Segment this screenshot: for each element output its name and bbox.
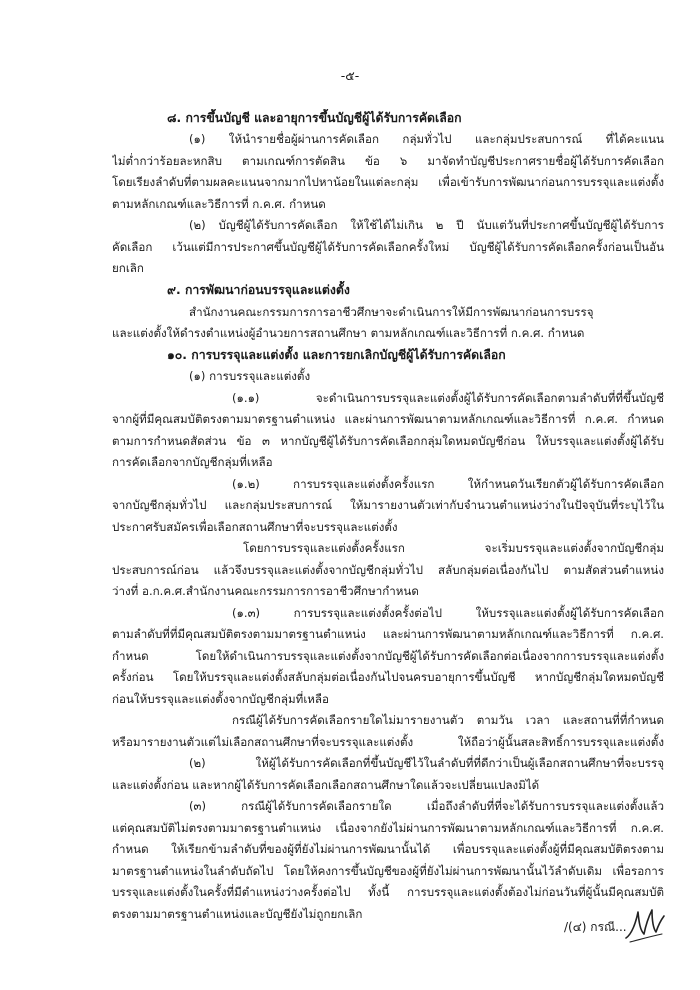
paragraph-line: (๓) กรณีผู้ได้รับการคัดเลือกรายใด เมื่อถึงลำดับที่ที่จะได้รับการบรรจุและแต่งตั้งแล้ว [189, 799, 664, 813]
paragraph-line: โดยการบรรจุและแต่งตั้งครั้งแรก จะเริ่มบรรจุและแต่งตั้งจากบัญชีกลุ่ม [243, 541, 664, 555]
paragraph-line: ว่างที่ อ.ก.ค.ศ.สำนักงานคณะกรรมการการอาชีวศึกษากำหนด [112, 584, 419, 598]
paragraph-line: สำนักงานคณะกรรมการการอาชีวศึกษาจะดำเนินการให้มีการพัฒนาก่อนการบรรจุ [189, 305, 594, 319]
signature-icon [622, 904, 668, 948]
page-number: -๕- [340, 68, 360, 83]
continuation-note: /(๔) กรณี... [564, 920, 627, 934]
paragraph-line: ตามการกำหนดสัดส่วน ข้อ ๓ หากบัญชีผู้ได้รับการคัดเลือกกลุ่มใดหมดบัญชีก่อน ให้บรรจุและแต่งตั้งผู้ได้รับ [112, 434, 664, 448]
paragraph-line: ครั้งก่อน โดยให้บรรจุและแต่งตั้งสลับกลุ่มต่อเนื่องกันไปจนครบอายุการขึ้นบัญชี หากบัญชีกลุ่มใดหมดบัญชี [112, 670, 664, 684]
paragraph-line: และแต่งตั้งให้ดำรงตำแหน่งผู้อำนวยการสถานศึกษา ตามหลักเกณฑ์และวิธีการที่ ก.ค.ศ. กำหนด [112, 326, 585, 340]
paragraph-line: จากผู้ที่มีคุณสมบัติตรงตามมาตรฐานตำแหน่ง และผ่านการพัฒนาตามหลักเกณฑ์และวิธีการที่ ก.ค.ศ. กำหนด [112, 412, 664, 426]
paragraph-line: (๑.๑) จะดำเนินการบรรจุและแต่งตั้งผู้ได้รับการคัดเลือกตามลำดับที่ที่ขึ้นบัญชี [232, 391, 664, 405]
paragraph-line: ตามหลักเกณฑ์และวิธีการที่ ก.ค.ศ. กำหนด [112, 197, 326, 211]
section-heading: ๘. การขึ้นบัญชี และอายุการขึ้นบัญชีผู้ได้รับการคัดเลือก [167, 111, 462, 125]
paragraph-line: (๑) ให้นำรายชื่อผู้ผ่านการคัดเลือก กลุ่มทั่วไป และกลุ่มประสบการณ์ ที่ได้คะแนน [189, 132, 664, 146]
paragraph-line: กำหนด ให้เรียกข้ามลำดับที่ของผู้ที่ยังไม่ผ่านการพัฒนานั้นได้ เพื่อบรรจุและแต่งตั้งผู้ที่มีคุณสมบัติตรงตาม [112, 842, 664, 856]
paragraph-line: (๑) การบรรจุและแต่งตั้ง [189, 369, 311, 383]
paragraph-line: ตามลำดับที่ที่มีคุณสมบัติตรงตามมาตรฐานตำแหน่ง และผ่านการพัฒนาตามหลักเกณฑ์และวิธีการที่ ก.ค.ศ. [112, 627, 664, 641]
paragraph-line: โดยเรียงลำดับที่ตามผลคะแนนจากมากไปหาน้อยในแต่ละกลุ่ม เพื่อเข้ารับการพัฒนาก่อนการบรรจุและแต่งตั้ง [112, 175, 664, 189]
paragraph-line: ประกาศรับสมัครเพื่อเลือกสถานศึกษาที่จะบรรจุและแต่งตั้ง [112, 520, 398, 534]
paragraph-line: (๑.๒) การบรรจุและแต่งตั้งครั้งแรก ให้กำหนดวันเรียกตัวผู้ได้รับการคัดเลือก [232, 477, 664, 491]
paragraph-line: ก่อนให้บรรจุและแต่งตั้งจากบัญชีกลุ่มที่เหลือ [112, 692, 329, 706]
paragraph-line: มาตรฐานตำแหน่งในลำดับถัดไป โดยให้คงการขึ้นบัญชีของผู้ที่ยังไม่ผ่านการพัฒนานั้นไว้ลำดับเดิม เพื่อรอการ [112, 864, 664, 878]
paragraph-line: (๒) บัญชีผู้ได้รับการคัดเลือก ให้ใช้ได้ไม่เกิน ๒ ปี นับแต่วันที่ประกาศขึ้นบัญชีผู้ได้รับการ [189, 218, 664, 232]
paragraph-line: และแต่งตั้งก่อน และหากผู้ได้รับการคัดเลือกเลือกสถานศึกษาใดแล้วจะเปลี่ยนแปลงมิได้ [112, 778, 540, 792]
paragraph-line: (๒) ให้ผู้ได้รับการคัดเลือกที่ขึ้นบัญชีไว้ในลำดับที่ที่ดีกว่าเป็นผู้เลือกสถานศึกษาที่จะบรรจุ [189, 756, 664, 770]
paragraph-line: (๑.๓) การบรรจุและแต่งตั้งครั้งต่อไป ให้บรรจุและแต่งตั้งผู้ได้รับการคัดเลือก [232, 606, 664, 620]
paragraph-line: คัดเลือก เว้นแต่มีการประกาศขึ้นบัญชีผู้ได้รับการคัดเลือกครั้งใหม่ บัญชีผู้ได้รับการคัดเลือกครั้งก่อนเป็นอัน [112, 240, 664, 254]
paragraph-line: บรรจุและแต่งตั้งในครั้งที่มีตำแหน่งว่างครั้งต่อไป ทั้งนี้ การบรรจุและแต่งตั้งต้องไม่ก่อนวันที่ผู้นั้นมีคุณสมบัติ [112, 885, 664, 899]
paragraph-line: แต่คุณสมบัติไม่ตรงตามมาตรฐานตำแหน่ง เนื่องจากยังไม่ผ่านการพัฒนาตามหลักเกณฑ์และวิธีการที่ ก.ค.ศ. [112, 821, 664, 835]
paragraph-line: จากบัญชีกลุ่มทั่วไป และกลุ่มประสบการณ์ ให้มารายงานตัวเท่ากับจำนวนตำแหน่งว่างในปัจจุบันที่ระบุไว้ใน [112, 498, 664, 512]
paragraph-line: ประสบการณ์ก่อน แล้วจึงบรรจุและแต่งตั้งจากบัญชีกลุ่มทั่วไป สลับกลุ่มต่อเนื่องกันไป ตามสัดส่วนตำแหน่ง [112, 563, 664, 577]
paragraph-line: ไม่ต่ำกว่าร้อยละหกสิบ ตามเกณฑ์การตัดสิน ข้อ ๖ มาจัดทำบัญชีประกาศรายชื่อผู้ได้รับการคัดเลือก [112, 154, 664, 168]
paragraph-line: หรือมารายงานตัวแต่ไม่เลือกสถานศึกษาที่จะบรรจุและแต่งตั้ง ให้ถือว่าผู้นั้นสละสิทธิ์การบรรจุและแต่งตั้ง [112, 735, 664, 749]
paragraph-line: การคัดเลือกจากบัญชีกลุ่มที่เหลือ [112, 455, 273, 469]
paragraph-line: กำหนด โดยให้ดำเนินการบรรจุและแต่งตั้งจากบัญชีผู้ได้รับการคัดเลือกต่อเนื่องจากการบรรจุและแต่งตั้ง [112, 649, 664, 663]
paragraph-line: ตรงตามมาตรฐานตำแหน่งและบัญชียังไม่ถูกยกเลิก [112, 907, 363, 921]
section-heading: ๑๐. การบรรจุและแต่งตั้ง และการยกเลิกบัญชีผู้ได้รับการคัดเลือก [167, 348, 506, 362]
paragraph-line: กรณีผู้ได้รับการคัดเลือกรายใดไม่มารายงานตัว ตามวัน เวลา และสถานที่ที่กำหนด [232, 713, 664, 727]
paragraph-line: ยกเลิก [112, 261, 144, 275]
section-heading: ๙. การพัฒนาก่อนบรรจุและแต่งตั้ง [167, 283, 350, 297]
